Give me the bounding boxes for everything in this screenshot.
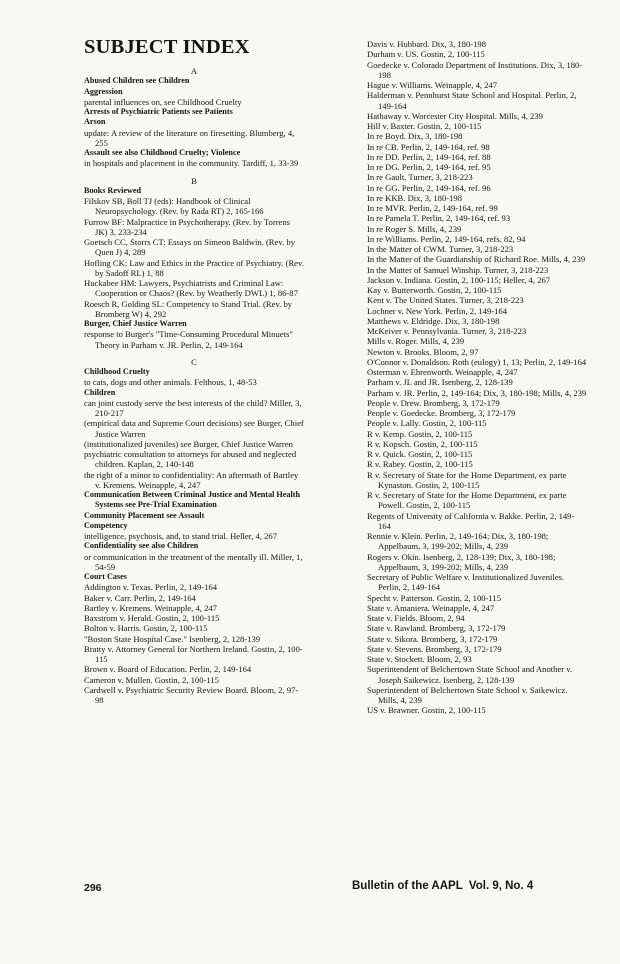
index-entry: Goedecke v. Colorado Department of Institutions. Dix, 3, 180-198 — [367, 59, 583, 80]
index-entry: Baxstrom v. Herald. Gostin, 2, 100-115 — [84, 613, 220, 623]
index-entry: Filskov SB, Boll TJ (eds): Handbook of Clinical Neuropsychology. (Rev. by Rada RT) 2, 165-166 — [84, 196, 264, 217]
index-entry: In re Pamela T. Perlin, 2, 149-164, ref. 93 — [367, 213, 511, 224]
index-heading: Books Reviewed — [84, 185, 142, 195]
index-entry: State v. Rawland. Bromberg, 3, 172-179 — [367, 623, 506, 634]
index-entry: McKeiver v. Pennsylvania. Turner, 3, 218-223 — [367, 326, 527, 336]
index-entry: (empirical data and Supreme Court decisions) see Burger, Chief Justice Warren — [84, 418, 304, 439]
index-heading: Children — [84, 387, 116, 397]
index-entry: In re Gault. Turner, 3, 218-223 — [367, 172, 473, 183]
index-entry: State v. Stockett. Bloom, 2, 93 — [367, 654, 472, 664]
index-entry: Lochner v. New York. Perlin, 2, 149-164 — [367, 305, 508, 316]
index-heading: Communication Between Criminal Justice and Mental Health Systems see Pre-Trial Examination — [84, 490, 301, 510]
index-entry: Huckabee HM: Lawyers, Psychiatrists and Criminal Law: Cooperation or Chaos? (Rev. by Weatherly DWL) 1, 86-87 — [84, 278, 298, 299]
index-entry: O'Connor v. Donaldson. Roth (eulogy) 1, 13; Perlin, 2, 149-164 — [367, 356, 587, 367]
index-entry: R v. Quick. Gostin, 2, 100-115 — [367, 449, 473, 459]
index-entry: In the Matter of the Guardianship of Richard Roe. Mills, 4, 239 — [367, 254, 586, 265]
index-entry: Kay v. Butterworth. Gostin, 2, 100-115 — [367, 285, 502, 295]
index-entry: Newton v. Brooks. Bloom, 2, 97 — [367, 346, 479, 357]
index-entry: Halderman v. Pennhurst State School and Hospital. Perlin, 2, 149-164 — [367, 90, 577, 111]
index-entry: R v. Secretary of State for the Home Department, ex parte Powell. Gostin, 2, 100-115 — [367, 490, 567, 511]
index-entry: Bartley v. Kremens. Weinapple, 4, 247 — [84, 602, 217, 613]
page-title: SUBJECT INDEX — [84, 36, 250, 58]
index-entry: (institutionalized juveniles) see Burger, Chief Justice Warren — [84, 438, 293, 449]
index-entry: Hathaway v. Worcester City Hospital. Mills, 4, 239 — [367, 110, 543, 121]
index-entry: Secretary of Public Welfare v. Institutionalized Juveniles. Perlin, 2, 149-164 — [367, 572, 565, 593]
index-entry: R v. Secretary of State for the Home Department, ex parte Kynaston. Gostin, 2, 100-115 — [367, 469, 567, 490]
index-entry: Regents of University of California v. Bakke. Perlin, 2, 149-164 — [367, 510, 575, 531]
index-entry: Brown v. Board of Education. Perlin, 2, 149-164 — [84, 664, 252, 675]
section-letter: C — [191, 356, 197, 367]
index-heading: Competency — [84, 520, 128, 530]
index-entry: Parham v. JR. Perlin, 2, 149-164; Dix, 3, 180-198; Mills, 4, 239 — [367, 387, 587, 398]
index-heading: Community Placement see Assault — [84, 510, 205, 520]
index-entry: or communication in the treatment of the mentally ill. Miller, 1, 54-59 — [84, 551, 303, 572]
index-entry: R v. Kopsch. Gostin, 2, 100-115 — [367, 438, 478, 449]
index-entry: the right of a minor to confidentiality: An aftermath of Bartley v. Kremens. Weinapple, 4, 247 — [84, 469, 299, 490]
journal-footer: Bulletin of the AAPL Vol. 9, No. 4 — [352, 880, 534, 892]
index-heading: Abused Children see Children — [84, 76, 190, 86]
index-entry: In the Matter of CWM. Turner, 3, 218-223 — [367, 244, 514, 254]
index-entry: Hill v. Baxter. Gostin, 2, 100-115 — [367, 121, 482, 131]
index-entry: parental influences on, see Childhood Cruelty — [84, 96, 242, 107]
index-entry: Bolton v. Harris. Gostin, 2, 100-115 — [84, 623, 208, 634]
index-entry: R v. Kemp. Gostin, 2, 100-115 — [367, 428, 473, 439]
index-entry: Matthews v. Eldridge. Dix, 3, 180-198 — [367, 315, 500, 326]
index-entry: US v. Brawner. Gostin, 2, 100-115 — [367, 705, 486, 716]
index-entry: Superintendent of Belchertown State School v. Saikewicz. Mills, 4, 239 — [367, 684, 568, 705]
index-entry: Superintendent of Belchertown State School and Another v. Joseph Saikewicz. Isenberg, 2, 128-139 — [367, 664, 573, 685]
index-entry: Davis v. Hubbard. Dix, 3, 180-198 — [367, 39, 487, 49]
index-entry: In re DD. Perlin, 2, 149-164, ref. 88 — [367, 151, 491, 162]
index-entry: State v. Amaniera. Weinapple, 4, 247 — [367, 602, 495, 613]
index-entry: to cats, dogs and other animals. Felthous, 1, 48-53 — [84, 377, 257, 388]
index-entry: State v. Fields. Bloom, 2, 94 — [367, 613, 465, 623]
index-entry: Bratty v. Attorney General for Northern Ireland. Gostin, 2, 100-115 — [84, 643, 303, 664]
index-heading: Court Cases — [84, 572, 127, 581]
index-entry: People v. Goedecke. Bromberg, 3, 172-179 — [367, 408, 516, 418]
index-entry: intelligence, psychosis, and, to stand trial. Heller, 4, 267 — [84, 531, 277, 541]
index-entry: In re MVR. Perlin, 2, 149-164, ref. 99 — [367, 203, 498, 213]
index-entry: Hofling CK: Law and Ethics in the Practice of Psychiatry. (Rev. by Sadoff RL) 1, 88 — [84, 257, 304, 278]
index-heading: Childhood Cruelty — [84, 367, 150, 376]
index-entry: In re GG. Perlin, 2, 149-164, ref. 96 — [367, 182, 491, 193]
index-entry: Kent v. The United States. Turner, 3, 218-223 — [367, 295, 524, 306]
index-entry: "Boston State Hospital Case." Isenberg, 2, 128-139 — [84, 633, 261, 644]
index-entry: Rennie v. Klein. Perlin, 2, 149-164; Dix, 3, 180-198; Appelbaum, 3, 199-202; Mills, 4, 239 — [367, 531, 549, 552]
index-entry: Addington v. Texas. Perlin, 2, 149-164 — [84, 582, 218, 593]
index-entry: Osterman v. Ehrenworth. Weinapple, 4, 247 — [367, 367, 518, 377]
index-entry: State v. Sikora. Bromberg, 3, 172-179 — [367, 633, 498, 644]
right-column — [367, 39, 587, 716]
index-heading: Burger, Chief Justice Warren — [84, 319, 187, 328]
index-entry: State v. Stevens. Bromberg, 3, 172-179 — [367, 643, 502, 654]
index-entry: R v. Rabey. Gostin, 2, 100-115 — [367, 459, 473, 470]
index-entry: Parham v. JL and JR. Isenberg, 2, 128-139 — [367, 377, 513, 388]
index-heading: Arrests of Psychiatric Patients see Patients — [84, 107, 233, 116]
section-letter: B — [191, 175, 197, 186]
index-entry: In re Roger S. Mills, 4, 239 — [367, 223, 462, 234]
index-heading: Aggression — [84, 86, 123, 96]
index-entry: Cardwell v. Psychiatric Security Review Board. Bloom, 2, 97-98 — [84, 684, 299, 705]
page-number: 296 — [84, 882, 102, 894]
left-column — [84, 66, 304, 705]
index-entry: Goetsch CC, Storrs CT: Essays on Simeon Baldwin. (Rev. by Quen J) 4, 289 — [84, 237, 295, 258]
index-entry: In re Williams. Perlin, 2, 149-164, refs. 82, 94 — [367, 233, 526, 244]
index-entry: update: A review of the literature on firesetting. Blumberg, 4, 255 — [84, 127, 295, 148]
index-entry: in hospitals and placement in the community. Tardiff, 1, 33-39 — [84, 158, 299, 169]
section-letter: A — [190, 66, 198, 76]
index-entry: Roesch R, Golding SL: Competency to Stand Trial. (Rev. by Bromberg W) 4, 292 — [84, 298, 293, 319]
index-entry: In re CB. Perlin, 2, 149-164, ref. 98 — [367, 141, 490, 152]
index-entry: Rogers v. Okin. Isenberg, 2, 128-139; Dix, 3, 180-198; Appelbaum, 3, 199-202; Mills, 4, 239 — [367, 551, 556, 572]
index-entry: response to Burger's "Time-Consuming Procedural Minuets" Theory in Parham v. JR. Perlin, 2, 149-164 — [84, 329, 293, 350]
index-entry: can joint custody serve the best interests of the child? Miller, 3, 210-217 — [84, 397, 302, 418]
index-entry: Furrow BF: Malpractice in Psychotherapy. (Rev. by Torrens JK) 3, 233-234 — [84, 216, 291, 237]
index-heading: Confidentiality see also Children — [84, 541, 199, 551]
index-entry: Specht v. Patterson. Gostin, 2, 100-115 — [367, 592, 501, 603]
index-entry: In the Matter of Samuel Winship. Turner, 3, 218-223 — [367, 264, 549, 275]
index-entry: psychiatric consultation to attorneys for abused and neglected children. Kaplan, 2, 140-148 — [84, 449, 297, 470]
index-entry: Cameron v. Mullen. Gostin, 2, 100-115 — [84, 674, 219, 685]
index-heading: Assault see also Childhood Cruelty; Violence — [84, 148, 241, 157]
index-entry: Durham v. US. Gostin, 2, 100-115 — [367, 49, 485, 60]
index-heading: Arson — [84, 117, 106, 127]
index-entry: In re DG. Perlin, 2, 149-164, ref. 95 — [367, 162, 491, 172]
index-entry: In re KKB. Dix, 3, 180-198 — [367, 192, 462, 203]
index-entry: Baker v. Carr. Perlin, 2, 149-164 — [84, 592, 196, 603]
index-entry: In re Boyd. Dix, 3, 180-198 — [367, 131, 463, 142]
index-entry: Jackson v. Indiana. Gostin, 2, 100-115; Heller, 4, 267 — [367, 274, 551, 285]
index-entry: People v. Drew. Bromberg, 3, 172-179 — [367, 397, 500, 408]
index-entry: People v. Lally. Gostin, 2, 100-115 — [367, 418, 487, 429]
index-entry: Hague v. Williams. Weinapple, 4, 247 — [367, 80, 498, 90]
index-entry: Mills v. Roger. Mills, 4, 239 — [367, 336, 465, 347]
